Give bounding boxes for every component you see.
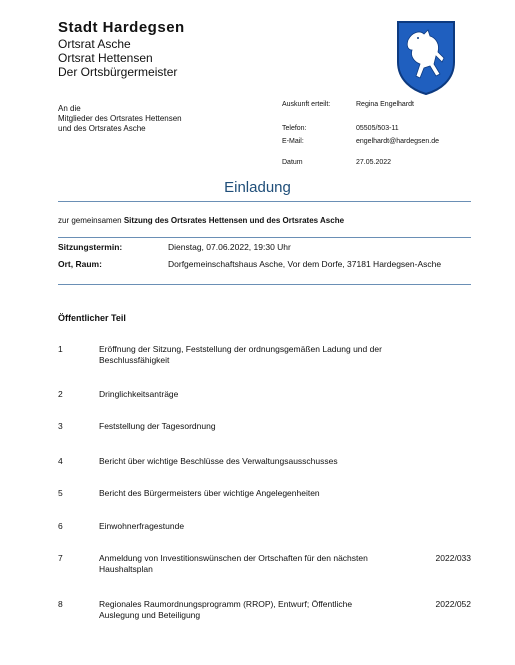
agenda-number: 3	[58, 421, 63, 431]
organization-name: Stadt Hardegsen	[58, 19, 185, 36]
date-value: 27.05.2022	[356, 159, 392, 166]
agenda-number: 1	[58, 344, 63, 354]
recipient-line: An die	[58, 104, 81, 113]
document-title: Einladung	[224, 179, 291, 196]
phone-value: 05505/503-11	[356, 125, 399, 132]
agenda-number: 6	[58, 521, 63, 531]
contact-label: Auskunft erteilt:	[282, 101, 331, 108]
agenda-item: Anmeldung von Investitionswünschen der Ortschaften für den nächsten Haushaltsplan	[99, 553, 368, 574]
subtitle-bold: Sitzung des Ortsrates Hettensen und des Ortsrates Asche	[123, 216, 345, 225]
agenda-number: 2	[58, 389, 63, 399]
recipient-line: und des Ortsrates Asche	[58, 124, 146, 133]
agenda-number: 5	[58, 488, 63, 498]
agenda-item: Einwohnerfragestunde	[99, 521, 185, 531]
agenda-number: 4	[58, 456, 63, 466]
divider	[58, 237, 471, 238]
email-value[interactable]: engelhardt@hardegsen.de	[356, 138, 440, 145]
agenda-item: Eröffnung der Sitzung, Feststellung der ordnungsgemäßen Ladung und der Beschlussfähigkeit	[99, 344, 382, 365]
agenda-item: Bericht des Bürgermeisters über wichtige Angelegenheiten	[99, 488, 320, 498]
meeting-date-label: Sitzungstermin:	[58, 242, 123, 252]
letterhead-line: Der Ortsbürgermeister	[58, 65, 178, 79]
agenda-number: 7	[58, 553, 63, 563]
agenda-item: Regionales Raumordnungsprogramm (RROP), Entwurf; Öffentliche Auslegung und Beteiligung	[99, 599, 353, 620]
subtitle-prefix: zur gemeinsamen	[58, 216, 124, 225]
section-heading: Öffentlicher Teil	[58, 313, 126, 323]
agenda-number: 8	[58, 599, 63, 609]
contact-person: Regina Engelhardt	[356, 101, 414, 108]
agenda-item: Dringlichkeitsanträge	[99, 389, 179, 399]
meeting-place-value: Dorfgemeinschaftshaus Asche, Vor dem Dorfe, 37181 Hardegsen-Asche	[168, 259, 442, 269]
coat-of-arms-icon	[394, 18, 458, 96]
document-subtitle	[58, 216, 344, 225]
email-label: E-Mail:	[282, 138, 304, 145]
agenda-item: Feststellung der Tagesordnung	[99, 421, 216, 431]
agenda-reference[interactable]: 2022/033	[435, 553, 471, 563]
meeting-date-value: Dienstag, 07.06.2022, 19:30 Uhr	[168, 242, 291, 252]
letterhead-line: Ortsrat Hettensen	[58, 51, 153, 65]
phone-label: Telefon:	[282, 125, 307, 132]
agenda-reference[interactable]: 2022/052	[435, 599, 471, 609]
recipient-address	[58, 104, 182, 134]
letterhead-line: Ortsrat Asche	[58, 37, 131, 51]
recipient-line: Mitglieder des Ortsrates Hettensen	[58, 114, 182, 123]
date-label: Datum	[282, 159, 303, 166]
meeting-place-label: Ort, Raum:	[58, 259, 102, 269]
divider	[58, 201, 471, 202]
agenda-item: Bericht über wichtige Beschlüsse des Verwaltungsausschusses	[99, 456, 338, 466]
divider	[58, 284, 471, 285]
